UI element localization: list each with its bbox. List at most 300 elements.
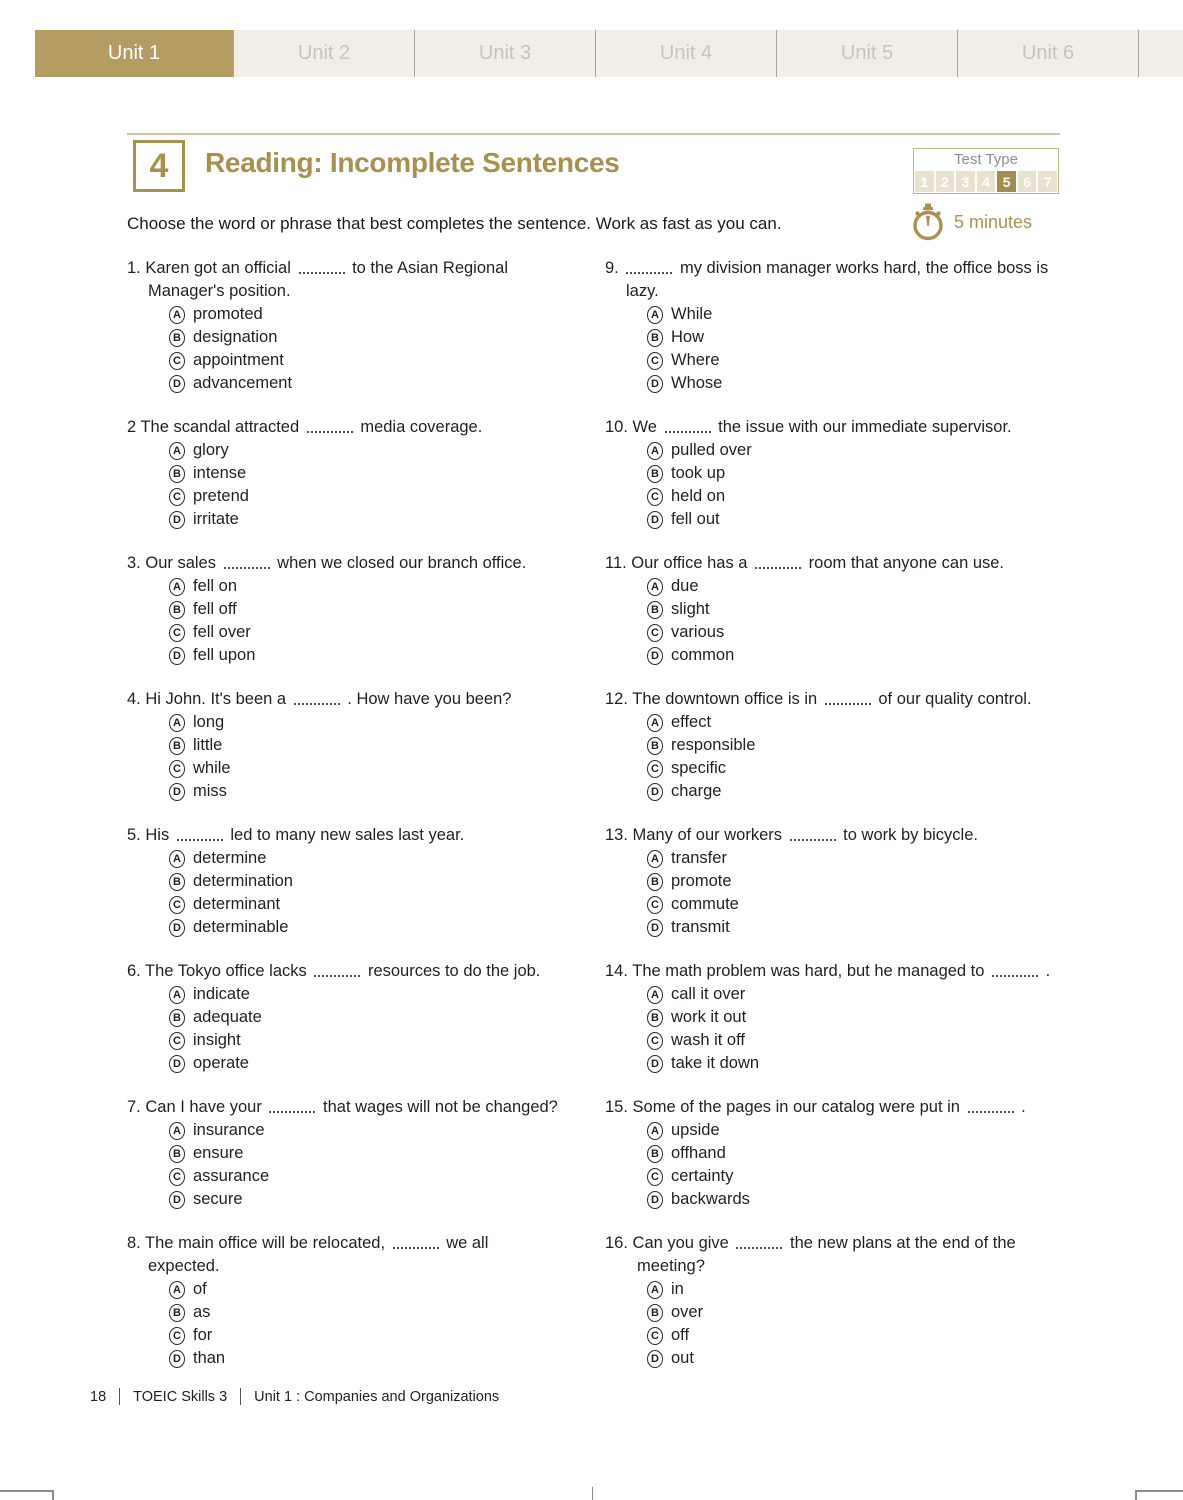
option-a xyxy=(647,711,1060,734)
question-number: 10. xyxy=(605,418,633,436)
question-6 xyxy=(127,960,560,1075)
tab-unit-3[interactable]: Unit 3 xyxy=(414,30,595,77)
option-text: miss xyxy=(193,782,227,800)
option-letter-circle: D xyxy=(647,647,663,665)
option-c xyxy=(169,349,560,372)
question-number: 7. xyxy=(127,1098,146,1116)
option-a xyxy=(647,303,1060,326)
question-10 xyxy=(605,416,1060,531)
option-letter-circle: A xyxy=(169,986,185,1004)
option-text: call it over xyxy=(671,985,746,1003)
option-b xyxy=(647,462,1060,485)
option-letter-circle: A xyxy=(647,1122,663,1140)
option-text: fell out xyxy=(671,510,720,528)
answer-blank xyxy=(299,260,345,274)
option-a xyxy=(647,575,1060,598)
option-b xyxy=(169,1142,560,1165)
tab-unit-6[interactable]: Unit 6 xyxy=(957,30,1138,77)
option-b xyxy=(169,734,560,757)
tab-unit-5[interactable]: Unit 5 xyxy=(776,30,957,77)
question-number: 12. xyxy=(605,690,633,708)
option-list xyxy=(127,711,560,803)
option-text: operate xyxy=(193,1054,249,1072)
next-page-edge-left xyxy=(0,1490,54,1500)
answer-blank xyxy=(314,963,360,977)
page-number: 18 xyxy=(90,1388,107,1405)
option-text: insurance xyxy=(193,1121,265,1139)
section-number-box xyxy=(133,140,185,192)
option-d xyxy=(169,780,560,803)
page-title: Reading: Incomplete Sentences xyxy=(205,147,620,178)
option-text: for xyxy=(193,1326,213,1344)
test-type-cell-3: 3 xyxy=(956,171,975,192)
question-text: 15. Some of the pages in our catalog were put in . xyxy=(605,1098,1026,1116)
option-list xyxy=(605,1278,1060,1370)
question-text: 8. The main office will be relocated, we all expected. xyxy=(127,1234,489,1275)
option-text: determinable xyxy=(193,918,289,936)
option-text: common xyxy=(671,646,735,664)
option-letter-circle: A xyxy=(647,1281,663,1299)
test-type-label: Test Type xyxy=(954,151,1018,168)
unit-tab-bar xyxy=(0,30,1183,77)
option-b xyxy=(169,462,560,485)
option-c xyxy=(647,485,1060,508)
question-14 xyxy=(605,960,1060,1075)
question-column-left xyxy=(127,257,560,1391)
option-text: designation xyxy=(193,328,278,346)
option-d xyxy=(647,1052,1060,1075)
option-text: out xyxy=(671,1349,694,1367)
option-text: fell upon xyxy=(193,646,256,664)
question-text: 14. The math problem was hard, but he managed to . xyxy=(605,962,1051,980)
option-a xyxy=(169,847,560,870)
question-16 xyxy=(605,1232,1060,1370)
option-letter-circle: D xyxy=(647,1191,663,1209)
question-column-right xyxy=(605,257,1060,1391)
option-text: fell over xyxy=(193,623,251,641)
option-text: take it down xyxy=(671,1054,760,1072)
option-c xyxy=(169,1029,560,1052)
option-b xyxy=(647,598,1060,621)
stopwatch-icon xyxy=(911,203,945,241)
option-text: transmit xyxy=(671,918,730,936)
question-text: 5. His led to many new sales last year. xyxy=(127,826,465,844)
answer-blank xyxy=(665,419,711,433)
question-number: 8. xyxy=(127,1234,146,1252)
question-text: 13. Many of our workers to work by bicycle. xyxy=(605,826,978,844)
option-b xyxy=(647,870,1060,893)
option-text: fell off xyxy=(193,600,237,618)
option-letter-circle: C xyxy=(169,1168,185,1186)
question-text: 6. The Tokyo office lacks resources to do the job. xyxy=(127,962,541,980)
instructions: Choose the word or phrase that best completes the sentence. Work as fast as you can. xyxy=(127,214,782,233)
option-letter-circle: C xyxy=(647,624,663,642)
book-title: TOEIC Skills 3 xyxy=(133,1388,228,1405)
option-letter-circle: C xyxy=(169,624,185,642)
option-letter-circle: D xyxy=(647,511,663,529)
option-text: ensure xyxy=(193,1144,244,1162)
option-letter-circle: D xyxy=(169,511,185,529)
option-letter-circle: D xyxy=(169,783,185,801)
option-letter-circle: D xyxy=(647,919,663,937)
option-text: fell on xyxy=(193,577,238,595)
option-letter-circle: D xyxy=(169,1350,185,1368)
question-number: 6. xyxy=(127,962,146,980)
question-number: 1. xyxy=(127,259,146,277)
option-text: upside xyxy=(671,1121,720,1139)
option-text: glory xyxy=(193,441,229,459)
question-number: 16. xyxy=(605,1234,633,1252)
option-a xyxy=(169,439,560,462)
option-text: While xyxy=(671,305,713,323)
option-b xyxy=(169,1301,560,1324)
question-11 xyxy=(605,552,1060,667)
answer-blank xyxy=(294,691,340,705)
option-text: specific xyxy=(671,759,727,777)
option-letter-circle: C xyxy=(647,1327,663,1345)
option-a xyxy=(169,1119,560,1142)
option-letter-circle: A xyxy=(647,578,663,596)
option-letter-circle: B xyxy=(169,1145,185,1163)
option-list xyxy=(127,439,560,531)
option-text: appointment xyxy=(193,351,284,369)
option-a xyxy=(647,1119,1060,1142)
question-text: 10. We the issue with our immediate supervisor. xyxy=(605,418,1012,436)
option-letter-circle: A xyxy=(647,714,663,732)
option-text: Where xyxy=(671,351,720,369)
option-text: irritate xyxy=(193,510,239,528)
option-list xyxy=(127,303,560,395)
test-type-cells xyxy=(914,171,1058,193)
option-b xyxy=(647,1301,1060,1324)
option-text: transfer xyxy=(671,849,727,867)
question-1 xyxy=(127,257,560,395)
question-number: 5. xyxy=(127,826,146,844)
question-8 xyxy=(127,1232,560,1370)
option-letter-circle: B xyxy=(169,329,185,347)
option-text: determinant xyxy=(193,895,281,913)
option-letter-circle: D xyxy=(169,1055,185,1073)
option-text: while xyxy=(193,759,231,777)
footer-divider xyxy=(240,1388,241,1405)
tab-unit-4[interactable]: Unit 4 xyxy=(595,30,776,77)
option-b xyxy=(169,326,560,349)
question-text: 4. Hi John. It's been a . How have you been? xyxy=(127,690,512,708)
option-list xyxy=(605,711,1060,803)
option-letter-circle: B xyxy=(169,465,185,483)
option-d xyxy=(647,1347,1060,1370)
footer-divider xyxy=(119,1388,120,1405)
question-text: 7. Can I have your that wages will not be changed? xyxy=(127,1098,558,1116)
question-number: 13. xyxy=(605,826,633,844)
option-letter-circle: B xyxy=(647,873,663,891)
option-text: responsible xyxy=(671,736,756,754)
option-c xyxy=(169,893,560,916)
option-letter-circle: A xyxy=(169,442,185,460)
option-letter-circle: B xyxy=(647,737,663,755)
option-letter-circle: C xyxy=(647,760,663,778)
option-d xyxy=(169,1052,560,1075)
option-d xyxy=(647,508,1060,531)
option-b xyxy=(647,1142,1060,1165)
option-text: pretend xyxy=(193,487,249,505)
option-letter-circle: C xyxy=(647,1032,663,1050)
option-c xyxy=(647,621,1060,644)
option-b xyxy=(647,326,1060,349)
answer-blank xyxy=(992,963,1038,977)
test-type-cell-2: 2 xyxy=(936,171,955,192)
option-letter-circle: D xyxy=(169,919,185,937)
option-list xyxy=(127,847,560,939)
option-c xyxy=(169,485,560,508)
option-text: secure xyxy=(193,1190,243,1208)
answer-blank xyxy=(825,691,871,705)
option-letter-circle: C xyxy=(169,1032,185,1050)
option-c xyxy=(647,1165,1060,1188)
question-2 xyxy=(127,416,560,531)
option-list xyxy=(127,983,560,1075)
test-type-cell-5: 5 xyxy=(997,171,1016,192)
option-list xyxy=(605,303,1060,395)
question-text: 16. Can you give the new plans at the end of the meeting? xyxy=(605,1234,1016,1275)
option-d xyxy=(169,1347,560,1370)
option-letter-circle: C xyxy=(647,352,663,370)
option-letter-circle: B xyxy=(647,465,663,483)
question-4 xyxy=(127,688,560,803)
timer-label: 5 minutes xyxy=(954,211,1033,232)
option-text: commute xyxy=(671,895,739,913)
option-letter-circle: B xyxy=(647,1009,663,1027)
test-type-cell-1: 1 xyxy=(915,171,934,192)
option-a xyxy=(647,847,1060,870)
option-letter-circle: A xyxy=(647,442,663,460)
option-letter-circle: B xyxy=(647,329,663,347)
option-text: determine xyxy=(193,849,267,867)
option-letter-circle: C xyxy=(647,896,663,914)
option-a xyxy=(169,303,560,326)
option-a xyxy=(169,711,560,734)
option-text: Whose xyxy=(671,374,723,392)
option-letter-circle: A xyxy=(647,850,663,868)
tab-partial xyxy=(1138,30,1183,77)
option-text: of xyxy=(193,1280,207,1298)
test-type-cell-6: 6 xyxy=(1018,171,1037,192)
option-d xyxy=(169,508,560,531)
option-b xyxy=(169,1006,560,1029)
answer-blank xyxy=(307,419,353,433)
option-letter-circle: D xyxy=(169,647,185,665)
option-text: due xyxy=(671,577,699,595)
option-text: off xyxy=(671,1326,690,1344)
option-b xyxy=(169,870,560,893)
option-text: intense xyxy=(193,464,247,482)
option-text: in xyxy=(671,1280,684,1298)
question-number: 14. xyxy=(605,962,633,980)
option-letter-circle: D xyxy=(169,375,185,393)
option-text: long xyxy=(193,713,225,731)
option-list xyxy=(127,575,560,667)
question-number: 3. xyxy=(127,554,146,572)
option-letter-circle: A xyxy=(169,578,185,596)
option-c xyxy=(647,893,1060,916)
question-text: 11. Our office has a room that anyone can use. xyxy=(605,554,1005,572)
question-text: 3. Our sales when we closed our branch office. xyxy=(127,554,527,572)
option-letter-circle: B xyxy=(169,1009,185,1027)
option-letter-circle: C xyxy=(169,1327,185,1345)
question-7 xyxy=(127,1096,560,1211)
option-text: certainty xyxy=(671,1167,734,1185)
option-letter-circle: A xyxy=(169,1122,185,1140)
option-a xyxy=(647,1278,1060,1301)
option-d xyxy=(647,916,1060,939)
header-rule xyxy=(127,133,1060,135)
question-number: 9. xyxy=(605,259,624,277)
option-text: than xyxy=(193,1349,226,1367)
question-text: 1. Karen got an official to the Asian Regional Manager's position. xyxy=(127,259,509,300)
question-text: 9. my division manager works hard, the office boss is lazy. xyxy=(605,259,1049,300)
option-c xyxy=(169,621,560,644)
option-letter-circle: A xyxy=(647,986,663,1004)
option-text: insight xyxy=(193,1031,241,1049)
option-d xyxy=(169,372,560,395)
option-letter-circle: C xyxy=(169,352,185,370)
option-list xyxy=(605,1119,1060,1211)
question-9 xyxy=(605,257,1060,395)
question-text: 2 The scandal attracted media coverage. xyxy=(127,418,483,436)
option-text: charge xyxy=(671,782,722,800)
option-letter-circle: D xyxy=(169,1191,185,1209)
option-d xyxy=(647,372,1060,395)
option-c xyxy=(647,757,1060,780)
option-letter-circle: A xyxy=(169,850,185,868)
option-letter-circle: D xyxy=(647,1055,663,1073)
question-13 xyxy=(605,824,1060,939)
option-b xyxy=(647,734,1060,757)
option-text: work it out xyxy=(671,1008,747,1026)
option-text: promoted xyxy=(193,305,263,323)
test-type-cell-7: 7 xyxy=(1038,171,1057,192)
option-letter-circle: A xyxy=(169,1281,185,1299)
answer-blank xyxy=(790,827,836,841)
option-letter-circle: B xyxy=(169,1304,185,1322)
option-d xyxy=(647,1188,1060,1211)
option-letter-circle: A xyxy=(169,306,185,324)
question-3 xyxy=(127,552,560,667)
test-type-panel xyxy=(913,148,1059,194)
question-15 xyxy=(605,1096,1060,1211)
option-text: determination xyxy=(193,872,293,890)
option-a xyxy=(169,983,560,1006)
option-letter-circle: B xyxy=(169,601,185,619)
option-text: wash it off xyxy=(671,1031,745,1049)
option-letter-circle: A xyxy=(169,714,185,732)
option-text: effect xyxy=(671,713,712,731)
option-text: pulled over xyxy=(671,441,752,459)
option-list xyxy=(127,1278,560,1370)
option-c xyxy=(169,1324,560,1347)
next-page-edge-right xyxy=(1135,1490,1183,1500)
option-text: as xyxy=(193,1303,211,1321)
option-c xyxy=(169,1165,560,1188)
option-letter-circle: C xyxy=(169,488,185,506)
option-text: took up xyxy=(671,464,726,482)
option-c xyxy=(647,1324,1060,1347)
option-a xyxy=(647,439,1060,462)
option-letter-circle: A xyxy=(647,306,663,324)
question-number: 11. xyxy=(605,554,632,572)
option-text: promote xyxy=(671,872,732,890)
answer-blank xyxy=(968,1099,1014,1113)
option-d xyxy=(647,780,1060,803)
option-letter-circle: B xyxy=(169,873,185,891)
timer xyxy=(911,203,1032,241)
question-number: 15. xyxy=(605,1098,633,1116)
answer-blank xyxy=(224,555,270,569)
option-text: slight xyxy=(671,600,710,618)
next-page-edge-center xyxy=(592,1487,593,1500)
option-text: adequate xyxy=(193,1008,262,1026)
option-text: held on xyxy=(671,487,726,505)
option-letter-circle: B xyxy=(169,737,185,755)
option-text: advancement xyxy=(193,374,293,392)
option-text: indicate xyxy=(193,985,250,1003)
question-5 xyxy=(127,824,560,939)
answer-blank xyxy=(626,260,672,274)
page-footer xyxy=(90,1388,499,1405)
question-number: 4. xyxy=(127,690,146,708)
option-text: offhand xyxy=(671,1144,726,1162)
option-a xyxy=(169,575,560,598)
option-letter-circle: C xyxy=(169,760,185,778)
option-c xyxy=(169,757,560,780)
option-b xyxy=(169,598,560,621)
option-list xyxy=(605,439,1060,531)
question-area xyxy=(127,257,1060,1391)
option-letter-circle: B xyxy=(647,1145,663,1163)
option-a xyxy=(169,1278,560,1301)
answer-blank xyxy=(736,1235,782,1249)
option-d xyxy=(169,644,560,667)
option-letter-circle: D xyxy=(647,375,663,393)
option-letter-circle: C xyxy=(647,1168,663,1186)
option-text: How xyxy=(671,328,705,346)
tab-unit-1[interactable]: Unit 1 xyxy=(35,30,233,77)
tab-unit-2[interactable]: Unit 2 xyxy=(233,30,414,77)
option-letter-circle: C xyxy=(647,488,663,506)
option-d xyxy=(169,916,560,939)
answer-blank xyxy=(177,827,223,841)
option-text: little xyxy=(193,736,223,754)
option-letter-circle: D xyxy=(647,783,663,801)
option-c xyxy=(647,349,1060,372)
option-text: assurance xyxy=(193,1167,270,1185)
option-d xyxy=(647,644,1060,667)
unit-title: Unit 1 : Companies and Organizations xyxy=(254,1388,500,1405)
option-list xyxy=(605,575,1060,667)
option-list xyxy=(605,983,1060,1075)
question-12 xyxy=(605,688,1060,803)
test-type-cell-4: 4 xyxy=(977,171,996,192)
option-text: backwards xyxy=(671,1190,750,1208)
option-b xyxy=(647,1006,1060,1029)
option-a xyxy=(647,983,1060,1006)
option-c xyxy=(647,1029,1060,1052)
option-text: various xyxy=(671,623,725,641)
option-letter-circle: D xyxy=(647,1350,663,1368)
option-letter-circle: B xyxy=(647,601,663,619)
option-list xyxy=(127,1119,560,1211)
question-number: 2 xyxy=(127,418,141,436)
